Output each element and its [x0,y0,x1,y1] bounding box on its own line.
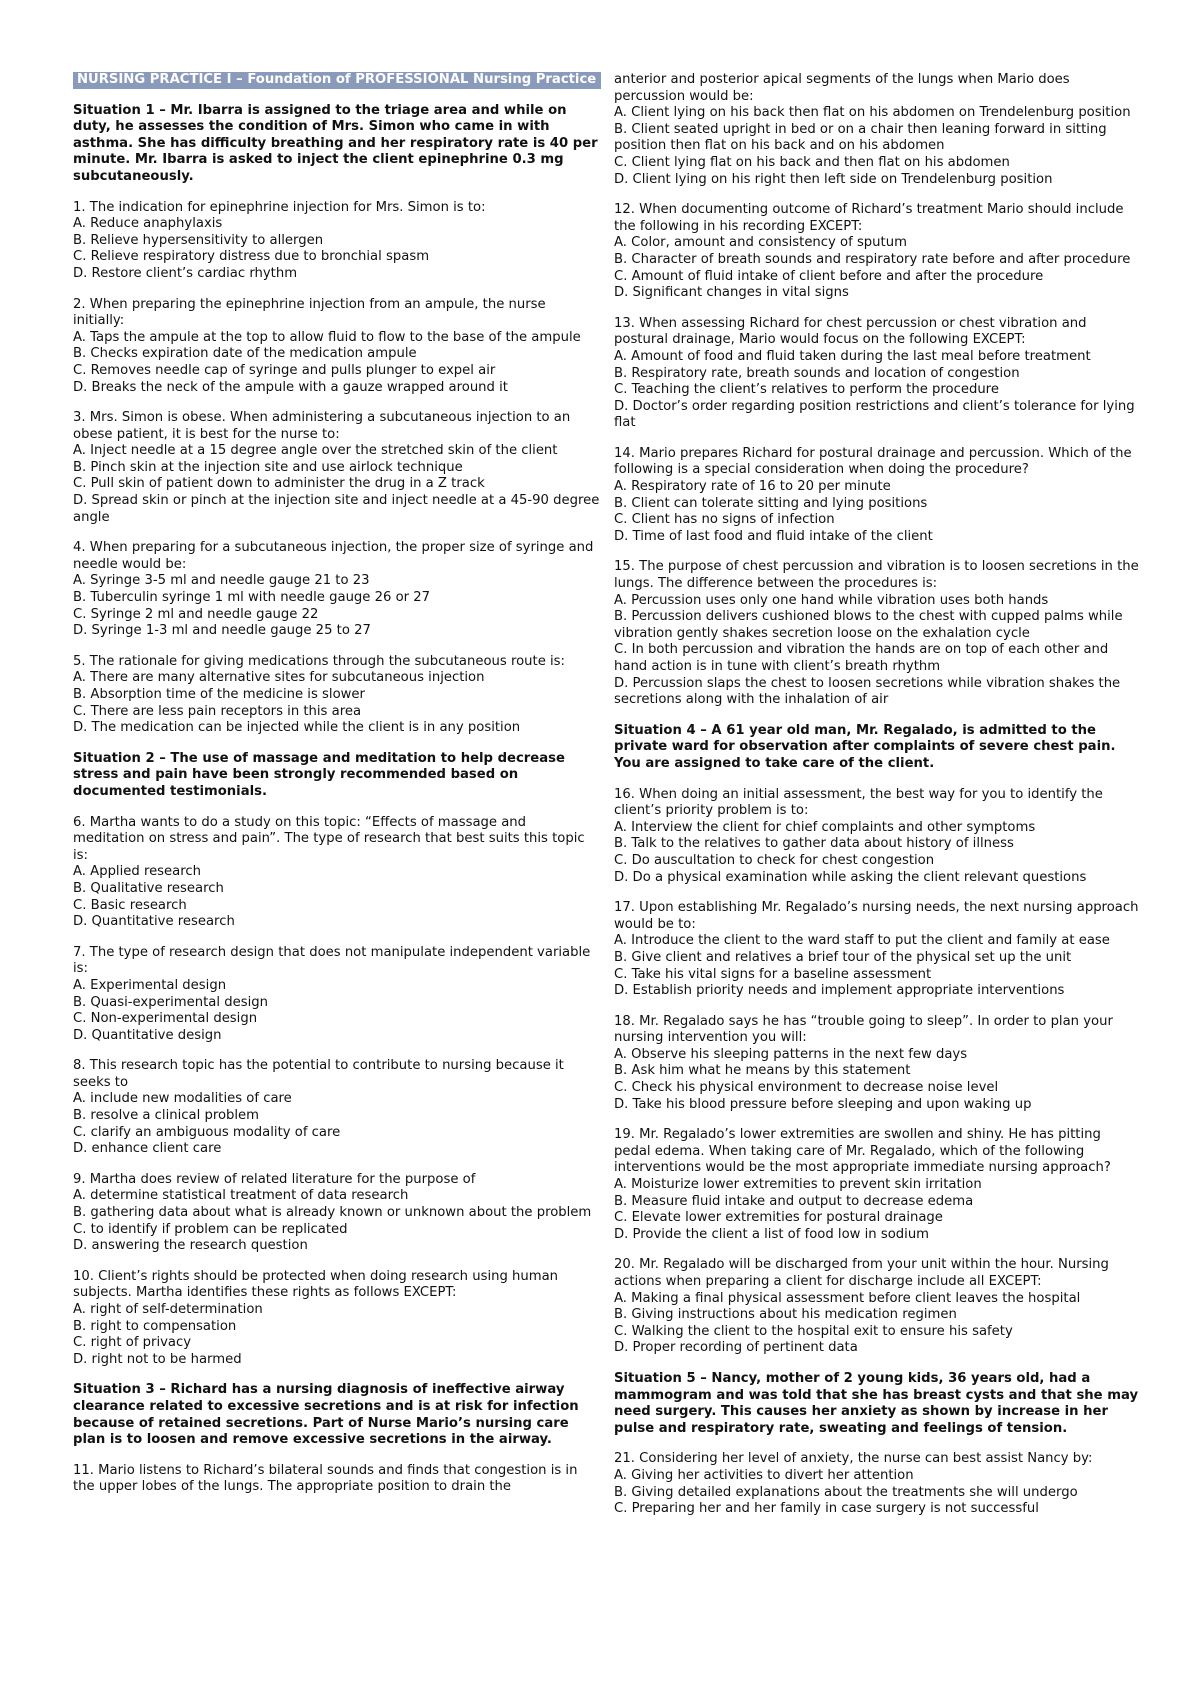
question-stem: 4. When preparing for a subcutaneous injection, the proper size of syringe and needle would be: [73,540,594,572]
choice-d: D. Doctor’s order regarding position restrictions and client’s tolerance for lying flat [614,398,1135,431]
question-14 [614,446,1140,546]
question-11-start [73,1463,601,1496]
choice-a: A. Interview the client for chief complaints and other symptoms [614,819,1036,835]
choice-c: C. Pull skin of patient down to administer the drug in a Z track [73,476,485,492]
choice-b: B. Pinch skin at the injection site and use airlock technique [73,459,463,475]
question-stem: 7. The type of research design that does not manipulate independent variable is: [73,944,591,977]
question-stem: 9. Martha does review of related literature for the purpose of [73,1171,476,1187]
question-16 [614,787,1140,887]
choice-b: B. Measure fluid intake and output to decrease edema [614,1193,974,1209]
choice-b: B. Relieve hypersensitivity to allergen [73,232,324,248]
choice-c: C. Client has no signs of infection [614,512,835,528]
question-stem: 1. The indication for epinephrine injection for Mrs. Simon is to: [73,199,486,215]
choice-a: A. include new modalities of care [73,1091,292,1107]
choice-b: B. Respiratory rate, breath sounds and location of congestion [614,365,1020,381]
choice-d: D. Do a physical examination while asking the client relevant questions [614,869,1087,885]
question-3 [73,410,601,526]
choice-a: A. Applied research [73,864,201,880]
choice-b: B. Checks expiration date of the medication ampule [73,346,417,362]
choice-c: C. In both percussion and vibration the hands are on top of each other and hand action is in tune with client’s breath rhythm [614,642,1109,674]
choice-d: D. Establish priority needs and implement appropriate interventions [614,983,1065,999]
choice-d: D. Significant changes in vital signs [614,285,849,301]
choice-d: D. answering the research question [73,1238,308,1254]
question-1 [73,200,601,283]
choice-d: D. Take his blood pressure before sleeping and upon waking up [614,1096,1032,1112]
situation-3: Situation 3 – Richard has a nursing diagnosis of ineffective airway clearance related to excessive secretions and is at risk for infection because of retained secretions. Part of Nurse Mario’s nursing care plan is to loosen and remove excessive secretions in the airway. [73,1382,579,1448]
choice-a: A. Observe his sleeping patterns in the next few days [614,1046,968,1062]
choice-b: B. Giving detailed explanations about the treatments she will undergo [614,1484,1078,1500]
choice-a: A. Amount of food and fluid taken during the last meal before treatment [614,348,1091,364]
choice-b: B. resolve a clinical problem [73,1108,260,1124]
choice-c: C. Do auscultation to check for chest congestion [614,852,935,868]
choice-c: C. Teaching the client’s relatives to perform the procedure [614,382,999,398]
question-20 [614,1257,1140,1357]
choice-c: C. Client lying flat on his back and then flat on his abdomen [614,154,1010,170]
question-stem: 8. This research topic has the potential to contribute to nursing because it seeks to [73,1058,564,1090]
choice-c: C. Relieve respiratory distress due to bronchial spasm [73,249,430,265]
choice-a: A. Syringe 3-5 ml and needle gauge 21 to 23 [73,573,370,589]
choice-d: D. Provide the client a list of food low in sodium [614,1226,930,1242]
choice-d: D. enhance client care [73,1141,222,1157]
question-stem: 21. Considering her level of anxiety, the nurse can best assist Nancy by: [614,1451,1093,1467]
choice-c: C. Preparing her and her family in case surgery is not successful [614,1501,1039,1517]
choice-c: C. right of privacy [73,1335,192,1351]
question-stem: 18. Mr. Regalado says he has “trouble going to sleep”. In order to plan your nursing intervention you will: [614,1013,1113,1046]
question-11-continued [614,72,1140,188]
choice-c: C. Syringe 2 ml and needle gauge 22 [73,606,319,622]
question-stem: 16. When doing an initial assessment, the best way for you to identify the client’s priority problem is to: [614,786,1103,819]
question-5 [73,654,601,737]
question-8 [73,1058,601,1158]
choice-c: C. Check his physical environment to decrease noise level [614,1080,999,1096]
question-stem: 3. Mrs. Simon is obese. When administering a subcutaneous injection to an obese patient, it is best for the nurse to: [73,410,571,442]
choice-d: D. Syringe 1-3 ml and needle gauge 25 to 27 [73,623,371,639]
choice-b: B. Quasi-experimental design [73,994,268,1010]
right-column [614,72,1140,1532]
choice-a: A. determine statistical treatment of data research [73,1188,409,1204]
question-9 [73,1172,601,1255]
situation-2: Situation 2 – The use of massage and meditation to help decrease stress and pain have been strongly recommended based on documented testimonials. [73,750,565,799]
choice-a: A. Client lying on his back then flat on his abdomen on Trendelenburg position [614,105,1131,121]
choice-c: C. Elevate lower extremities for postural drainage [614,1210,943,1226]
choice-b: B. Giving instructions about his medication regimen [614,1307,957,1323]
question-15 [614,559,1140,708]
choice-b: B. Tuberculin syringe 1 ml with needle gauge 26 or 27 [73,590,431,606]
choice-b: B. Give client and relatives a brief tour of the physical set up the unit [614,949,1072,965]
question-stem: 5. The rationale for giving medications through the subcutaneous route is: [73,653,565,669]
choice-a: A. Introduce the client to the ward staff to put the client and family at ease [614,933,1110,949]
choice-d: D. Quantitative design [73,1027,222,1043]
question-stem: 2. When preparing the epinephrine injection from an ampule, the nurse initially: [73,296,546,329]
situation-4: Situation 4 – A 61 year old man, Mr. Regalado, is admitted to the private ward for observation after complaints of severe chest pain. You are assigned to take care of the client. [614,722,1116,771]
choice-c: C. There are less pain receptors in this area [73,703,362,719]
choice-b: B. Client seated upright in bed or on a chair then leaning forward in sitting position then flat on his back and on his abdomen [614,121,1107,154]
question-stem: 19. Mr. Regalado’s lower extremities are swollen and shiny. He has pitting pedal edema. When taking care of Mr. Regalado, which of the following interventions would be the most appropriate immediate nursing approach? [614,1127,1111,1176]
choice-c: C. Amount of fluid intake of client before and after the procedure [614,268,1044,284]
choice-b: B. Absorption time of the medicine is slower [73,687,365,702]
choice-c: C. Walking the client to the hospital exit to ensure his safety [614,1323,1013,1339]
situation-5: Situation 5 – Nancy, mother of 2 young kids, 36 years old, had a mammogram and was told that she has breast cysts and that she may need surgery. This causes her anxiety as shown by increase in her pulse and respiratory rate, sweating and feelings of tension. [614,1370,1139,1436]
choice-b: B. gathering data about what is already known or unknown about the problem [73,1205,592,1221]
question-10 [73,1269,601,1369]
choice-d: D. Restore client’s cardiac rhythm [73,265,298,281]
choice-d: D. Time of last food and fluid intake of the client [614,528,933,544]
section-header: NURSING PRACTICE I – Foundation of PROFESSIONAL Nursing Practice [73,72,601,89]
choice-d: D. Quantitative research [73,914,235,930]
question-stem: 6. Martha wants to do a study on this topic: “Effects of massage and meditation on stress and pain”. The type of research that best suits this topic is: [73,814,585,863]
choice-c: C. Take his vital signs for a baseline assessment [614,966,932,982]
question-12 [614,202,1140,302]
question-stem: 10. Client’s rights should be protected when doing research using human subjects. Martha identifies these rights as follows EXCEPT: [73,1268,559,1301]
choice-d: D. Breaks the neck of the ampule with a gauze wrapped around it [73,379,508,395]
choice-b: B. right to compensation [73,1318,237,1334]
choice-c: C. clarify an ambiguous modality of care [73,1124,341,1140]
choice-b: B. Talk to the relatives to gather data about history of illness [614,836,1014,852]
question-7 [73,945,601,1045]
situation-1: Situation 1 – Mr. Ibarra is assigned to the triage area and while on duty, he assesses the condition of Mrs. Simon who came in with asthma. She has difficulty breathing and her respiratory rate is 40 per minute. Mr. Ibarra is asked to inject the client epinephrine 0.3 mg subcutaneously. [73,102,598,184]
question-stem: 14. Mario prepares Richard for postural drainage and percussion. Which of the following is a special consideration when doing the procedure? [614,445,1132,478]
choice-a: A. Moisturize lower extremities to prevent skin irritation [614,1177,982,1193]
choice-a: A. There are many alternative sites for subcutaneous injection [73,670,485,686]
question-stem: 17. Upon establishing Mr. Regalado’s nursing needs, the next nursing approach would be to: [614,900,1139,932]
choice-a: A. Experimental design [73,977,227,993]
choice-c: C. Removes needle cap of syringe and pulls plunger to expel air [73,362,496,378]
choice-a: A. Color, amount and consistency of sputum [614,235,907,251]
question-stem: 20. Mr. Regalado will be discharged from your unit within the hour. Nursing actions when preparing a client for discharge include all EXCEPT: [614,1257,1109,1289]
choice-c: C. Basic research [73,897,187,913]
choice-b: B. Percussion delivers cushioned blows to the chest with cupped palms while vibration gently shakes secretion loose on the exhalation cycle [614,609,1123,641]
choice-a: A. Percussion uses only one hand while vibration uses both hands [614,592,1049,608]
choice-b: B. Ask him what he means by this statement [614,1063,911,1079]
choice-d: D. Client lying on his right then left side on Trendelenburg position [614,171,1053,187]
choice-d: D. Spread skin or pinch at the injection site and inject needle at a 45-90 degree angle [73,493,600,525]
choice-b: B. Character of breath sounds and respiratory rate before and after procedure [614,251,1131,267]
left-column [73,72,601,1510]
choice-a: A. Taps the ampule at the top to allow fluid to flow to the base of the ampule [73,329,581,345]
question-stem-continued: anterior and posterior apical segments of the lungs when Mario does percussion would be: [614,72,1070,104]
choice-c: C. to identify if problem can be replicated [73,1221,348,1237]
choice-a: A. Reduce anaphylaxis [73,216,223,232]
choice-d: D. Percussion slaps the chest to loosen secretions while vibration shakes the secretions along with the inhalation of air [614,675,1121,708]
choice-a: A. Giving her activities to divert her attention [614,1467,914,1483]
question-21 [614,1451,1140,1517]
choice-a: A. Inject needle at a 15 degree angle over the stretched skin of the client [73,443,558,459]
choice-a: A. right of self-determination [73,1302,263,1317]
choice-d: D. right not to be harmed [73,1351,242,1367]
question-4 [73,540,601,640]
question-stem: 11. Mario listens to Richard’s bilateral sounds and finds that congestion is in the upper lobes of the lungs. The appropriate position to drain the [73,1462,578,1495]
question-17 [614,900,1140,1000]
choice-c: C. Non-experimental design [73,1011,258,1027]
question-stem: 15. The purpose of chest percussion and vibration is to loosen secretions in the lungs. The difference between the procedures is: [614,559,1139,592]
question-stem: 12. When documenting outcome of Richard’s treatment Mario should include the following in his recording EXCEPT: [614,202,1124,234]
choice-a: A. Making a final physical assessment before client leaves the hospital [614,1290,1081,1306]
question-18 [614,1014,1140,1114]
question-6 [73,815,601,931]
choice-a: A. Respiratory rate of 16 to 20 per minute [614,479,891,495]
choice-d: D. Proper recording of pertinent data [614,1340,858,1356]
choice-b: B. Client can tolerate sitting and lying positions [614,495,928,511]
choice-d: D. The medication can be injected while the client is in any position [73,720,521,736]
question-stem: 13. When assessing Richard for chest percussion or chest vibration and postural drainage, Mario would focus on the following EXCEPT: [614,315,1087,348]
question-2 [73,297,601,397]
choice-b: B. Qualitative research [73,880,224,896]
question-19 [614,1127,1140,1243]
question-13 [614,316,1140,432]
